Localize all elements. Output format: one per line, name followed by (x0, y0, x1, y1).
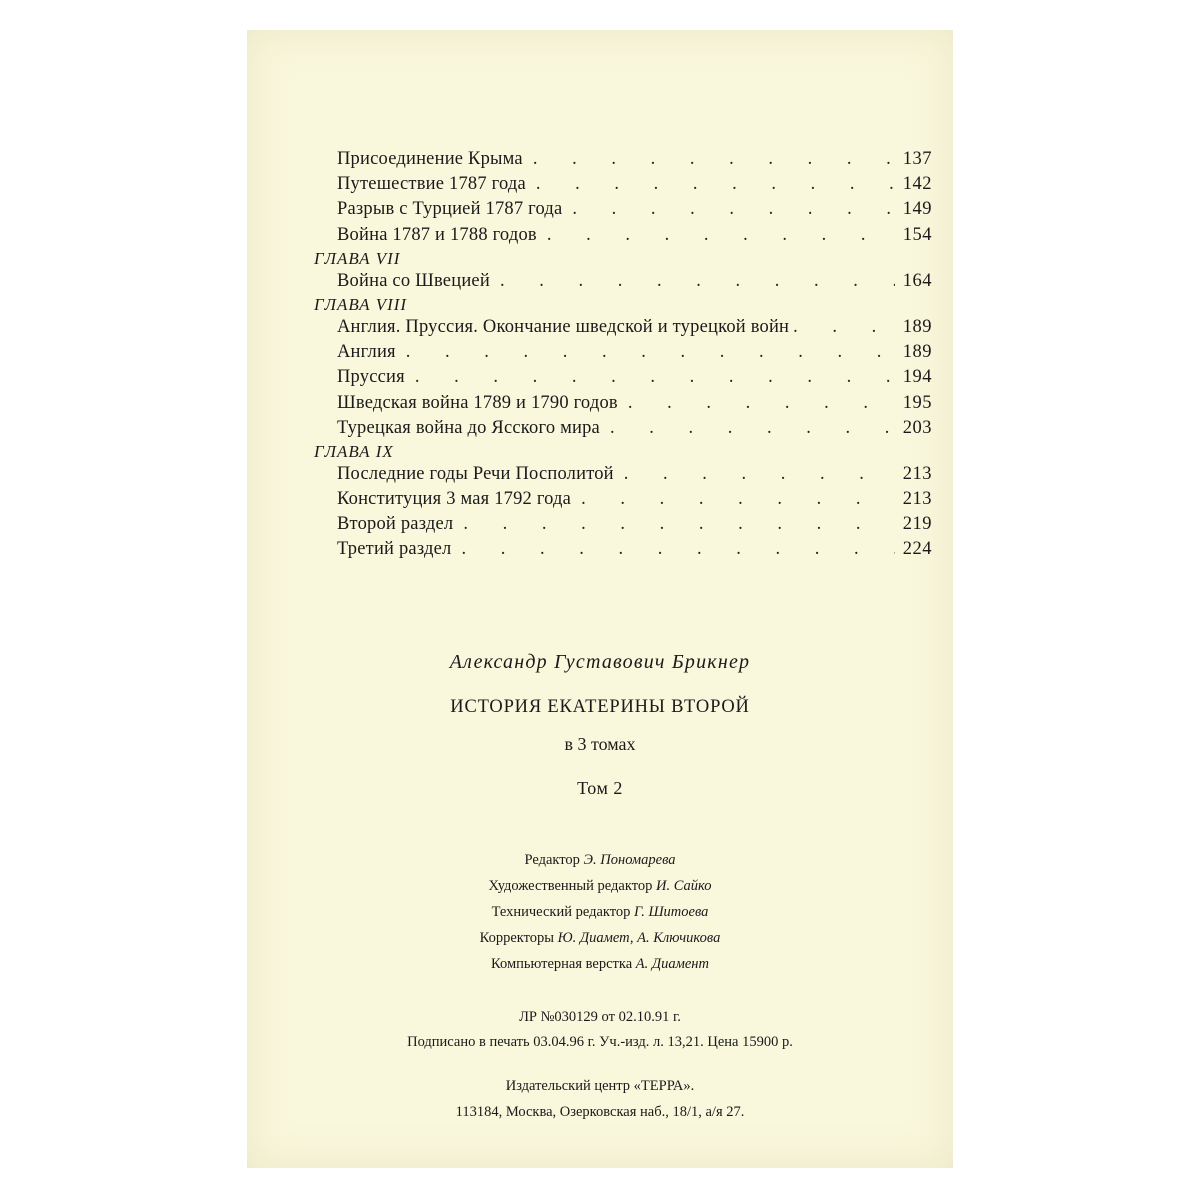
toc-entry-title: Англия. Пруссия. Окончание шведской и турецкой войн (337, 316, 790, 337)
toc-leader-dots (533, 147, 895, 172)
toc-entry (314, 223, 932, 248)
toc-entry-page: 219 (902, 514, 932, 535)
book-title: ИСТОРИЯ ЕКАТЕРИНЫ ВТОРОЙ (450, 697, 750, 717)
toc-entry (314, 197, 932, 222)
print-info: Подписано в печать 03.04.96 г. Уч.-изд. л. 13,21. Цена 15900 р. (407, 1034, 793, 1050)
toc-entry-page: 154 (902, 224, 932, 245)
toc-entry-title: Шведская война 1789 и 1790 годов (337, 392, 618, 413)
chapter-heading: ГЛАВА VIII (314, 294, 408, 314)
toc-entry-page: 203 (902, 417, 932, 438)
credit-name: А. Диамент (635, 956, 709, 972)
toc-leader-dots (793, 315, 899, 340)
credit-role: Корректоры (479, 930, 555, 946)
chapter-heading: ГЛАВА VII (314, 248, 401, 268)
credit-name: Г. Шитоева (634, 904, 709, 920)
toc-leader-dots (547, 223, 895, 248)
toc-entry (314, 269, 932, 294)
toc-entry-title: Турецкая война до Ясского мира (337, 417, 600, 438)
toc-entry-page: 194 (902, 367, 932, 388)
credits-list (247, 847, 953, 977)
credit-role: Технический редактор (491, 904, 631, 920)
toc-entry-title: Присоединение Крыма (337, 149, 523, 169)
credit-line (247, 899, 953, 925)
toc-entry-page: 137 (902, 149, 932, 169)
toc-leader-dots (463, 512, 894, 537)
toc-entry-title: Англия (337, 342, 396, 363)
credit-line (247, 847, 953, 873)
volumes-count: в 3 томах (564, 734, 636, 754)
toc-entry-page: 213 (902, 463, 932, 484)
toc-entry-title: Второй раздел (337, 514, 454, 535)
credit-line (247, 951, 953, 977)
volume-number: Том 2 (577, 778, 623, 798)
toc-entry-page: 213 (902, 489, 932, 510)
credit-role: Компьютерная верстка (491, 956, 633, 972)
toc-entry (314, 462, 932, 487)
toc-entry (314, 315, 932, 340)
toc-leader-dots (461, 537, 894, 562)
toc-leader-dots (536, 172, 895, 197)
toc-entry-page: 224 (902, 539, 932, 560)
toc-entry (314, 365, 932, 390)
toc-leader-dots (415, 365, 895, 390)
credit-name: Ю. Диамет, А. Ключикова (557, 930, 721, 946)
toc-entry (314, 512, 932, 537)
chapter-heading: ГЛАВА IX (314, 441, 394, 461)
toc-entry (314, 172, 932, 197)
credit-line (247, 873, 953, 899)
toc-entry (314, 147, 932, 172)
toc-entry-title: Война со Швецией (337, 270, 490, 291)
credit-role: Редактор (524, 852, 580, 868)
toc-leader-dots (624, 462, 895, 487)
toc-entry (314, 537, 932, 562)
toc-entry-title: Конституция 3 мая 1792 года (337, 489, 572, 510)
credit-name: Э. Пономарева (583, 852, 676, 868)
credit-name: И. Сайко (656, 878, 712, 894)
toc-entry-page: 142 (902, 174, 932, 195)
toc-leader-dots (406, 340, 895, 365)
toc-entry-page: 189 (902, 342, 932, 363)
toc-leader-dots (572, 197, 894, 222)
toc-entry-title: Война 1787 и 1788 годов (337, 224, 537, 245)
toc-entry-page: 149 (902, 199, 932, 220)
toc-entry (314, 487, 932, 512)
publisher-address: 113184, Москва, Озерковская наб., 18/1, а/я 27. (455, 1104, 745, 1120)
toc-entry-page: 195 (902, 392, 932, 413)
toc-entry-title: Последние годы Речи Посполитой (337, 463, 614, 484)
toc-entry-title: Разрыв с Турцией 1787 года (337, 199, 563, 220)
license-number: ЛР №030129 от 02.10.91 г. (519, 1009, 681, 1025)
toc-entry-page: 164 (902, 270, 932, 291)
toc-entry-title: Путешествие 1787 года (337, 174, 526, 195)
toc-entry-title: Третий раздел (337, 539, 452, 560)
toc-entry (314, 416, 932, 441)
toc-leader-dots (581, 487, 895, 512)
book-author: Александр Густавович Брикнер (449, 651, 751, 673)
toc-entry (314, 391, 932, 416)
toc-leader-dots (628, 391, 895, 416)
toc-entry-title: Пруссия (337, 367, 405, 388)
credit-role: Художественный редактор (488, 878, 653, 894)
publisher-name: Издательский центр «ТЕРРА». (505, 1078, 695, 1094)
toc-leader-dots (500, 269, 895, 294)
toc-leader-dots (610, 416, 895, 441)
credit-line (247, 925, 953, 951)
toc-entry-page: 189 (902, 316, 932, 337)
toc-entry (314, 340, 932, 365)
table-of-contents (314, 147, 932, 563)
